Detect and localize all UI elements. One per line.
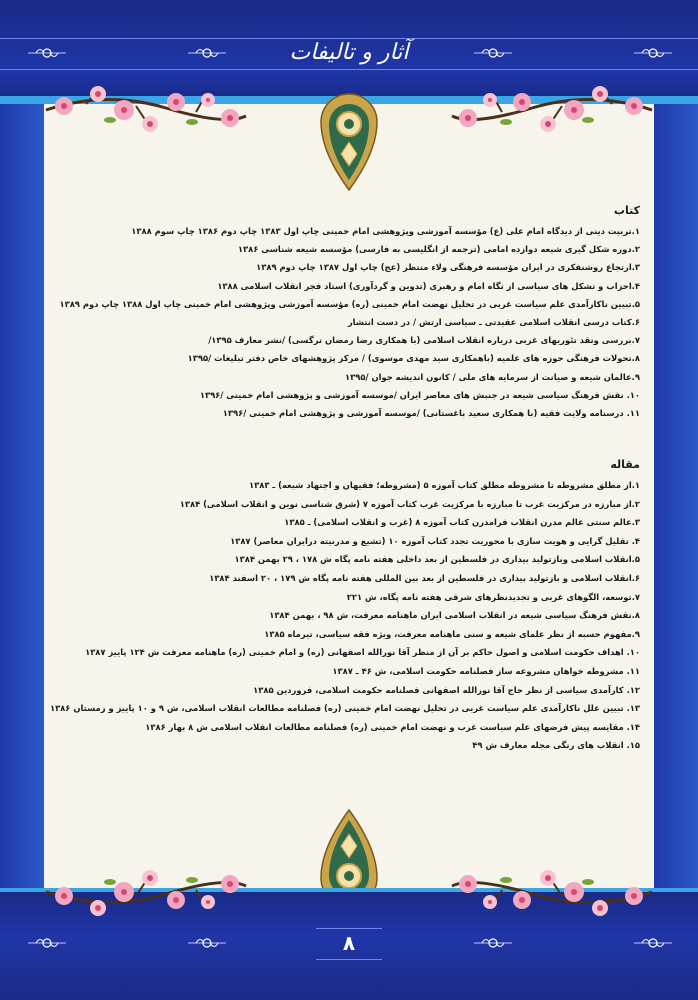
list-item: ۸.تحولات فرهنگی حوزه های علمیه (باهمکاری سید مهدی موسوی) / مرکز پژوهشهای خاص دفتر تبلیغات /۱۳۹۵ xyxy=(187,353,640,364)
list-item: ۱۴. مقایسه پیش فرضهای علم سیاست غرب و نهضت امام خمینی (ره) فصلنامه مطالعات انقلاب اسلامی ش ۸ بهار ۱۳۸۶ xyxy=(145,721,640,732)
articles-list xyxy=(49,476,640,755)
list-item: ۴. تقلیل گرایی و هویت سازی با محوریت تجدد کتاب آموزه ۱۰ (تشیع و مدرنیته درایران معاصر) ۱۳۸۷ xyxy=(230,535,640,546)
list-item: ۱۰. نقش فرهنگ سیاسی شیعه در جنبش های معاصر ایران /موسسه آموزشی و پژوهشی امام خمینی /۱۳۹۶ xyxy=(199,389,640,400)
swirl-ornament-icon xyxy=(186,44,228,62)
swirl-ornament-icon xyxy=(472,44,514,62)
list-item: ۷.توسعه، الگوهای غربی و تجدیدنظرهای شرقی هفته نامه پگاه، ش ۲۲۱ xyxy=(346,591,640,602)
list-item: ۱۳. تبیین علل ناکارآمدی علم سیاست غربی در تحلیل نهضت امام خمینی (ره) فصلنامه مطالعات انقلاب اسلامی، ش ۹ و ۱۰ پاییز و زمستان ۱۳۸۶ xyxy=(49,703,640,714)
content-area xyxy=(49,200,640,755)
section-gap xyxy=(70,422,640,454)
list-item: ۹.عالمان شیعه و صیانت از سرمایه های ملی / کانون اندیشه جوان /۱۳۹۵ xyxy=(345,371,640,382)
swirl-ornament-icon xyxy=(26,44,68,62)
list-item: ۱۱. مشروطه خواهان مشروعه ساز فصلنامه حکومت اسلامی، ش ۴۶ ـ ۱۳۸۷ xyxy=(332,666,640,676)
swirl-ornament-icon xyxy=(26,934,68,952)
articles-heading: مقاله xyxy=(610,458,640,472)
list-item: ۹.مفهوم حسبه از نظر علمای شیعه و سنی ماهنامه معرفت، ویژه فقه سیاسی، تیرماه ۱۳۸۵ xyxy=(264,628,640,639)
list-item: ۶.کتاب درسی انقلاب اسلامی عقیدتی ـ سیاسی ارتش / در دست انتشار xyxy=(347,316,640,327)
cherry-blossom-icon xyxy=(452,80,652,140)
list-item: ۵.انقلاب اسلامی وبازتولید بیداری در فلسطین از بعد داخلی هفته نامه پگاه ش ۱۷۸ ، ۲۹ بهمن ۱۳۸۴ xyxy=(234,554,640,565)
cherry-blossom-icon xyxy=(46,80,246,140)
list-item: ۱۰. اهداف حکومت اسلامی و اصول حاکم بر آن از منظر آقا نورالله اصفهانی (ره) و امام خمینی (ره) ماهنامه معرفت ش ۱۲۴ پاییز ۱۳۸۷ xyxy=(85,647,640,658)
list-item: ۲.از مبارزه در مرکزیت غرب تا مبارزه با مرکزیت غرب کتاب آموزه ۷ (شرق شناسی نوین و انقلاب اسلامی) ۱۳۸۴ xyxy=(179,498,640,509)
swirl-ornament-icon xyxy=(186,934,228,952)
list-item: ۳.ارتجاع روشنفکری در ایران مؤسسه فرهنگی ولاء منتظر (عج) چاپ اول ۱۳۸۷ چاپ دوم ۱۳۸۹ xyxy=(256,262,640,273)
list-item: ۱۲. کارآمدی سیاسی از نظر حاج آقا نورالله اصفهانی فصلنامه حکومت اسلامی، فروردین ۱۳۸۵ xyxy=(253,684,640,695)
teardrop-pendant-icon xyxy=(317,90,381,194)
left-border xyxy=(0,104,44,894)
books-heading: کتاب xyxy=(613,204,640,217)
page-title: آثار و تالیفات xyxy=(289,40,409,65)
list-item: ۱۱. درسنامه ولایت فقیه (با همکاری سعید باغستانی) /موسسه آموزشی و پژوهشی امام خمینی /۱۳۹۶ xyxy=(222,407,640,418)
list-item: ۱۵. انقلاب های رنگی مجله معارف ش ۴۹ xyxy=(472,740,640,751)
cherry-blossom-icon xyxy=(452,862,652,922)
page-number: ۸ xyxy=(342,931,356,955)
books-list xyxy=(59,222,640,422)
list-item: ۷.بررسی ونقد تئوریهای غربی درباره انقلاب اسلامی (با همکاری رضا رمضان نرگسی) /نشر معارف ۱۳۹۵/ xyxy=(208,335,640,346)
list-item: ۵.تبیین ناکارآمدی علم سیاست غربی در تحلیل نهضت امام خمینی (ره) مؤسسه آموزشی وپژوهشی امام خمینی چاپ اول ۱۳۸۸ چاپ دوم ۱۳۸۹ xyxy=(59,298,640,309)
swirl-ornament-icon xyxy=(472,934,514,952)
list-item: ۲.دوره شکل گیری شیعه دوازده امامی (ترجمه از انگلیسی به فارسی) مؤسسه شیعه شناسی ۱۳۸۶ xyxy=(237,244,640,255)
right-border xyxy=(654,104,698,894)
swirl-ornament-icon xyxy=(632,44,674,62)
list-item: ۳.عالم سنتی عالم مدرن انقلاب فرامدرن کتاب آموزه ۸ (غرب و انقلاب اسلامی) ـ ۱۳۸۵ xyxy=(284,517,640,528)
list-item: ۸.نقش فرهنگ سیاسی شیعه در انقلاب اسلامی ایران ماهنامه معرفت، ش ۹۸ ، بهمن ۱۳۸۴ xyxy=(269,610,640,621)
list-item: ۴.احزاب و تشکل های سیاسی از نگاه امام و رهبری (تدوین و گردآوری) استاد فجر انقلاب اسلامی ۱۳۸۸ xyxy=(217,280,640,291)
list-item: ۱.از مطلق مشروطه تا مشروطه مطلق کتاب آموزه ۵ (مشروطه؛ فقیهان و اجتهاد شیعه) ـ ۱۳۸۳ xyxy=(248,480,640,491)
swirl-ornament-icon xyxy=(632,934,674,952)
list-item: ۱.تربیت دینی از دیدگاه امام علی (ع) مؤسسه آموزشی وپژوهشی امام خمینی چاپ اول ۱۳۸۳ چاپ دوم ۱۳۸۶ چاپ سوم ۱۳۸۸ xyxy=(131,226,640,236)
cherry-blossom-icon xyxy=(46,862,246,922)
list-item: ۶.انقلاب اسلامی و بازتولید بیداری در فلسطین از بعد بین المللی هفته نامه پگاه ش ۱۷۹ ، ۲۰ اسفند ۱۳۸۴ xyxy=(209,573,640,584)
